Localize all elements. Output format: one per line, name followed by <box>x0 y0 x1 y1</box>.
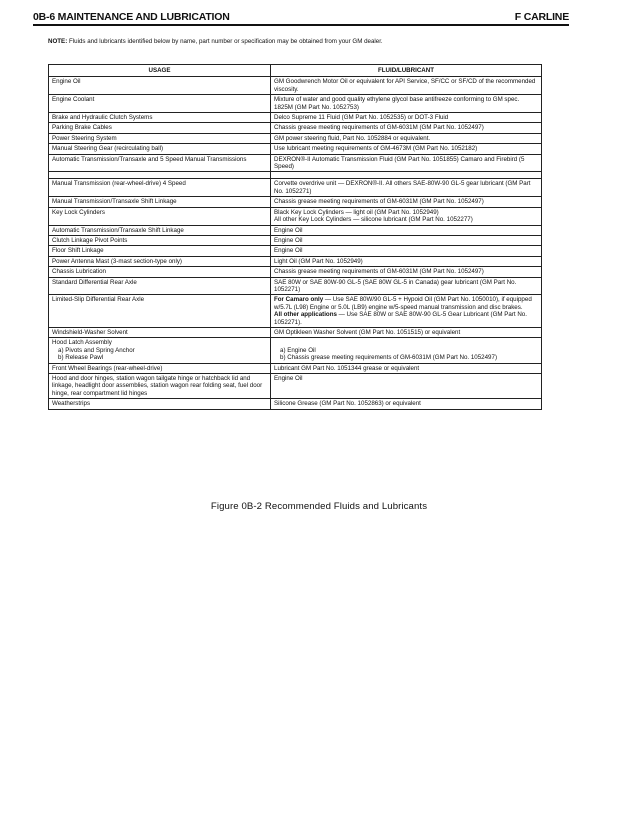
usage-cell: Automatic Transmission/Transaxle Shift Linkage <box>49 225 271 235</box>
fluid-cell: Engine Oil <box>271 246 542 256</box>
table-row <box>49 374 542 399</box>
fluid-cell: Chassis grease meeting requirements of GM-6031M (GM Part No. 1052497) <box>271 123 542 133</box>
table-row <box>49 197 542 207</box>
usage-cell: Floor Shift Linkage <box>49 246 271 256</box>
fluid-cell: DEXRON®-II Automatic Transmission Fluid (GM Part No. 1051855) Camaro and Firebird (5 Speed) <box>271 154 542 172</box>
fluid-cell: Use lubricant meeting requirements of GM-4673M (GM Part No. 1052182) <box>271 144 542 154</box>
table-row <box>49 95 542 113</box>
table-row <box>49 225 542 235</box>
usage-cell: Power Steering System <box>49 133 271 143</box>
table-row <box>49 133 542 143</box>
table-row <box>49 123 542 133</box>
usage-cell: Standard Differential Rear Axle <box>49 277 271 295</box>
usage-cell: Chassis Lubrication <box>49 267 271 277</box>
section-title: 0B-6 MAINTENANCE AND LUBRICATION <box>33 11 230 23</box>
usage-line: Hood Latch Assembly <box>52 339 112 347</box>
fluid-cell: GM power steering fluid, Part No. 1052884 or equivalent. <box>271 133 542 143</box>
table-row <box>49 154 542 172</box>
table-header-row <box>49 65 542 77</box>
usage-line: b) Release Pawl <box>58 354 104 362</box>
usage-cell: Weatherstrips <box>49 399 271 409</box>
table-row <box>49 113 542 123</box>
table-row <box>49 327 542 337</box>
usage-cell: Manual Transmission (rear-wheel-drive) 4 Speed <box>49 179 271 197</box>
table-row <box>49 207 542 225</box>
fluid-cell <box>271 207 542 225</box>
fluid-cell: Mixture of water and good quality ethylene glycol base antifreeze conforming to GM spec. 1825M (GM Part No. 1052753) <box>271 95 542 113</box>
table-row <box>49 77 542 95</box>
fluid-cell: Chassis grease meeting requirements of GM-6031M (GM Part No. 1052497) <box>271 267 542 277</box>
spacer-cell <box>49 172 271 179</box>
fluid-cell <box>271 295 542 328</box>
usage-cell: Windshield-Washer Solvent <box>49 327 271 337</box>
fluid-cell: Engine Oil <box>271 225 542 235</box>
fluid-cell: Corvette overdrive unit — DEXRON®-II. All others SAE-80W-90 GL-5 gear lubricant (GM Part No. 1052271) <box>271 179 542 197</box>
table-row <box>49 235 542 245</box>
usage-cell: Parking Brake Cables <box>49 123 271 133</box>
fluid-cell: Chassis grease meeting requirements of GM-6031M (GM Part No. 1052497) <box>271 197 542 207</box>
fluid-line: a) Engine Oil <box>280 346 316 354</box>
usage-cell: Front Wheel Bearings (rear-wheel-drive) <box>49 363 271 373</box>
table-row <box>49 363 542 373</box>
usage-header: USAGE <box>49 65 271 77</box>
fluid-line: All other Key Lock Cylinders — silicone lubricant (GM Part No. 1052277) <box>274 216 473 224</box>
usage-cell: Engine Coolant <box>49 95 271 113</box>
page-header <box>33 8 569 26</box>
other-applications-label: All other applications <box>274 311 337 319</box>
camaro-label: For Camaro only <box>274 296 324 304</box>
fluid-cell <box>271 338 542 363</box>
fluid-line: Black Key Lock Cylinders — light oil (GM Part No. 1052949) <box>274 208 439 216</box>
fluid-line: b) Chassis grease meeting requirements of GM-6031M (GM Part No. 1052497) <box>280 354 498 362</box>
usage-cell: Key Lock Cylinders <box>49 207 271 225</box>
note <box>48 38 568 46</box>
figure-caption: Figure 0B-2 Recommended Fluids and Lubricants <box>210 501 428 512</box>
table-row <box>49 338 542 363</box>
fluid-cell: Delco Supreme 11 Fluid (GM Part No. 1052535) or DOT-3 Fluid <box>271 113 542 123</box>
usage-cell: Hood and door hinges, station wagon tailgate hinge or hatchback lid and linkage, headlight door assemblies, station wagon rear folding seat, fuel door hinge, rear compartment lid hinges <box>49 374 271 399</box>
fluid-cell: GM Optikleen Washer Solvent (GM Part No. 1051515) or equivalent <box>271 327 542 337</box>
table-row <box>49 267 542 277</box>
fluid-cell: Lubricant GM Part No. 1051344 grease or equivalent <box>271 363 542 373</box>
note-label: NOTE: <box>48 38 68 45</box>
camaro-text: — Use SAE 80W/90 GL-5 + Hypoid Oil (GM Part No. 1050010), if equipped w/5.7L (L98) Engine or 5.0L (LB9) engine w/5-speed manual transmission and disc brakes. <box>274 296 532 311</box>
table-row <box>49 256 542 266</box>
vehicle-carline: F CARLINE <box>514 11 569 23</box>
usage-cell: Power Antenna Mast (3-mast section-type only) <box>49 256 271 266</box>
usage-cell <box>49 338 271 363</box>
usage-cell: Manual Transmission/Transaxle Shift Linkage <box>49 197 271 207</box>
usage-cell: Automatic Transmission/Transaxle and 5 Speed Manual Transmissions <box>49 154 271 172</box>
table-row <box>49 399 542 409</box>
fluid-cell: Engine Oil <box>271 374 542 399</box>
fluid-header: FLUID/LUBRICANT <box>271 65 542 77</box>
usage-cell: Clutch Linkage Pivot Points <box>49 235 271 245</box>
usage-line: a) Pivots and Spring Anchor <box>58 346 135 354</box>
fluid-cell: Silicone Grease (GM Part No. 1052863) or equivalent <box>271 399 542 409</box>
table-row <box>49 295 542 328</box>
fluid-cell: GM Goodwrench Motor Oil or equivalent for API Service, SF/CC or SF/CD of the recommended viscosity. <box>271 77 542 95</box>
table-spacer-row <box>49 172 542 179</box>
spacer-cell <box>271 172 542 179</box>
fluid-cell: Engine Oil <box>271 235 542 245</box>
usage-cell: Engine Oil <box>49 77 271 95</box>
fluids-table <box>48 64 542 410</box>
usage-cell: Brake and Hydraulic Clutch Systems <box>49 113 271 123</box>
usage-cell: Manual Steering Gear (recirculating ball) <box>49 144 271 154</box>
fluid-cell: SAE 80W or SAE 80W-90 GL-5 (SAE 80W GL-5 in Canada) gear lubricant (GM Part No. 1052271) <box>271 277 542 295</box>
note-text: Fluids and lubricants identified below by name, part number or specification may be obtained from your GM dealer. <box>68 38 383 45</box>
table-row <box>49 144 542 154</box>
other-applications-text: — Use SAE 80W or SAE 80W-90 GL-5 Gear Lubricant (GM Part No. 1052271). <box>274 311 527 326</box>
table-row <box>49 179 542 197</box>
table-row <box>49 246 542 256</box>
table-row <box>49 277 542 295</box>
fluid-cell: Light Oil (GM Part No. 1052949) <box>271 256 542 266</box>
usage-cell: Limited-Slip Differential Rear Axle <box>49 295 271 328</box>
